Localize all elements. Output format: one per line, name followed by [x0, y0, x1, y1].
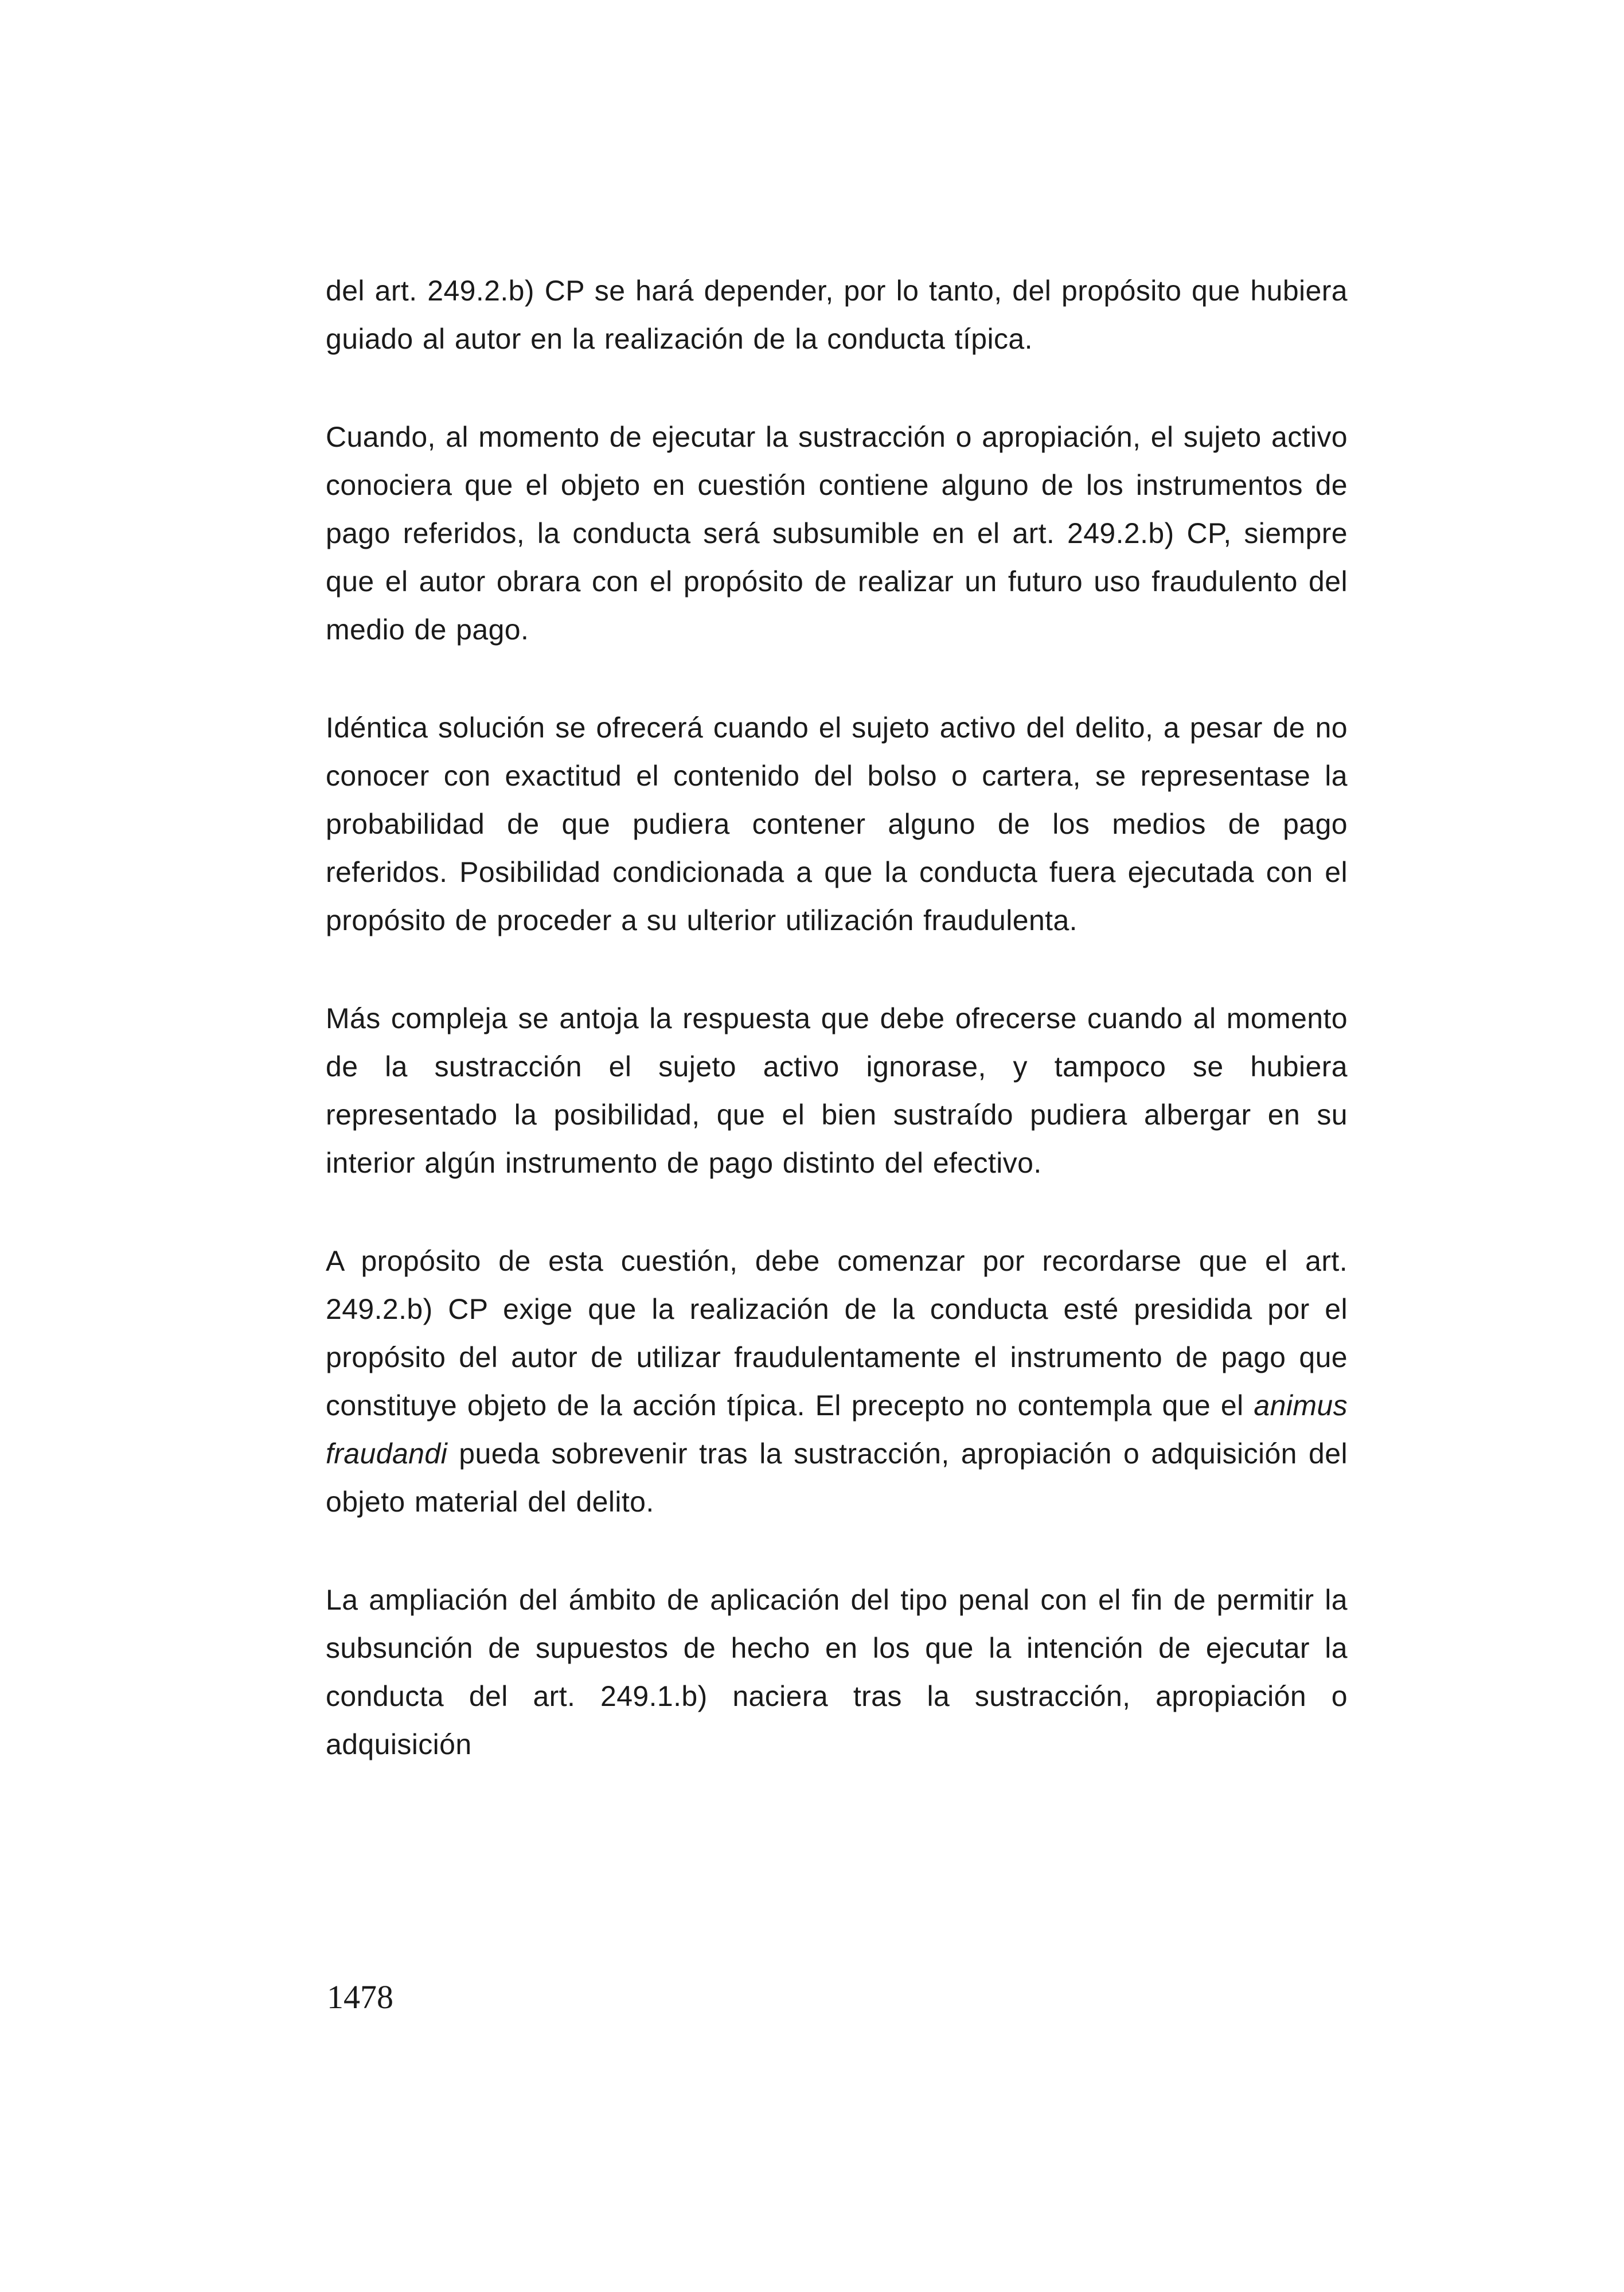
- paragraph-5: [326, 1237, 1348, 1526]
- paragraph-3: Idéntica solución se ofrecerá cuando el sujeto activo del delito, a pesar de no conocer con exactitud el contenido del bolso o cartera, se representase la probabilidad de que pudiera contener alguno de los medios de pago referidos. Posibilidad condicionada a que la conducta fuera ejecutada con el propósito de proceder a su ulterior utilización fraudulenta.: [326, 712, 1348, 936]
- body-text: [326, 267, 1348, 1768]
- paragraph-5-italic-term: animus fraudandi: [326, 1389, 1348, 1470]
- paragraph-4: Más compleja se antoja la respuesta que debe ofrecerse cuando al momento de la sustracción el sujeto activo ignorase, y tampoco se hubiera representado la posibilidad, que el bien sustraído pudiera albergar en su interior algún instrumento de pago distinto del efectivo.: [326, 1002, 1348, 1179]
- paragraph-5-text-before: A propósito de esta cuestión, debe comenzar por recordarse que el art. 249.2.b) CP exige que la realización de la conducta esté presidida por el propósito del autor de utilizar fraudulentamente el instrumento de pago que constituye objeto de la acción típica. El precepto no contempla que el: [326, 1245, 1348, 1422]
- paragraph-1: del art. 249.2.b) CP se hará depender, por lo tanto, del propósito que hubiera guiado al autor en la realización de la conducta típica.: [326, 275, 1348, 355]
- paragraph-5-text-after: pueda sobrevenir tras la sustracción, apropiación o adquisición del objeto material del delito.: [326, 1438, 1348, 1518]
- paragraph-2: Cuando, al momento de ejecutar la sustracción o apropiación, el sujeto activo conociera que el objeto en cuestión contiene alguno de los instrumentos de pago referidos, la conducta será subsumible en el art. 249.2.b) CP, siempre que el autor obrara con el propósito de realizar un futuro uso fraudulento del medio de pago.: [326, 421, 1348, 646]
- page-number: 1478: [327, 1978, 393, 2016]
- paragraph-6: La ampliación del ámbito de aplicación del tipo penal con el fin de permitir la subsunción de supuestos de hecho en los que la intención de ejecutar la conducta del art. 249.1.b) naciera tras la sustracción, apropiación o adquisición: [326, 1584, 1348, 1760]
